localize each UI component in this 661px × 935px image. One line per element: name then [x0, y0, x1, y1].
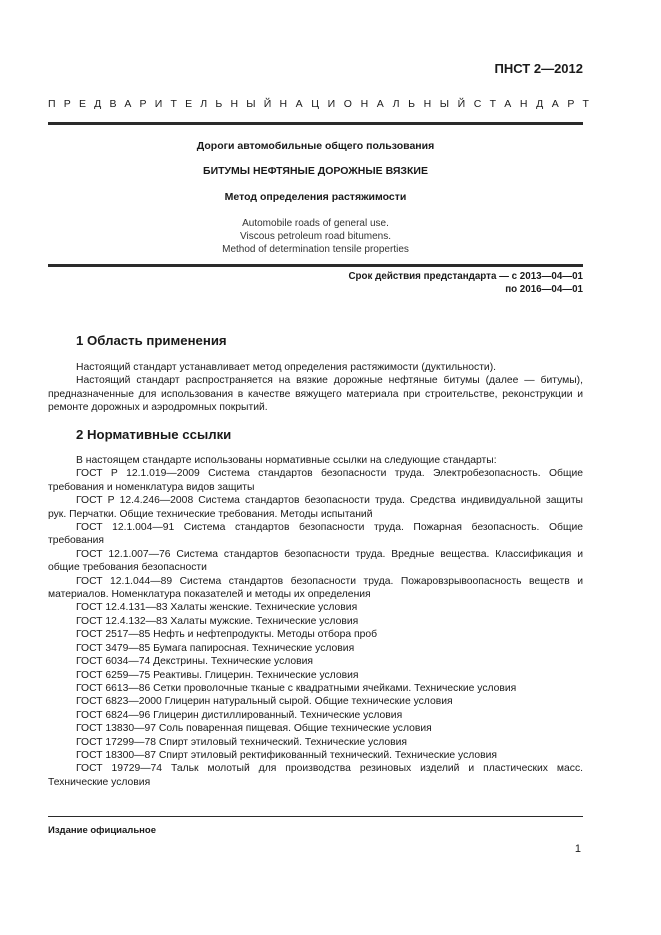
page-number: 1: [574, 843, 581, 855]
reference-item: ГОСТ 6259—75 Реактивы. Глицерин. Технические условия: [76, 669, 359, 681]
section-1-heading: 1 Область применения: [76, 333, 227, 348]
section-2-body: [48, 454, 583, 789]
reference-item: ГОСТ 2517—85 Нефть и нефтепродукты. Методы отбора проб: [76, 629, 378, 641]
standard-type-word-3: СТАНДАРТ: [473, 98, 598, 110]
header-rule: [48, 122, 583, 125]
validity-line-2: по 2016—04—01: [505, 284, 583, 295]
reference-item: ГОСТ 6034—74 Декстрины. Технические условия: [76, 656, 314, 668]
validity-line-1: Срок действия предстандарта — с 2013—04—01: [348, 271, 583, 282]
document-code: ПНСТ 2—2012: [494, 61, 583, 76]
reference-item: ГОСТ 12.1.044—89 Система стандартов безопасности труда. Пожаровзрывоопасность веществ и материалов. Номенклатура показателей и методы их определения: [48, 575, 583, 601]
reference-item: ГОСТ 13830—97 Соль поваренная пищевая. Общие технические условия: [76, 723, 432, 735]
section-2-heading: 2 Нормативные ссылки: [76, 427, 232, 442]
section-2-intro: В настоящем стандарте использованы нормативные ссылки на следующие стандарты:: [76, 455, 497, 466]
title-method: Метод определения растяжимости: [224, 191, 407, 203]
reference-item: ГОСТ Р 12.4.246—2008 Система стандартов безопасности труда. Средства индивидуальной защиты рук. Перчатки. Общие технические требования. Методы испытаний: [48, 495, 583, 520]
standard-type-word-1: ПРЕДВАРИТЕЛЬНЫЙ: [48, 98, 280, 110]
reference-item: ГОСТ 12.1.007—76 Система стандартов безопасности труда. Вредные вещества. Классификация и общие требования безопасности: [48, 548, 583, 574]
reference-item: ГОСТ 6823—2000 Глицерин натуральный сырой. Общие технические условия: [76, 696, 453, 708]
edition-label: Издание официальное: [48, 825, 156, 836]
reference-item: ГОСТ 6824—96 Глицерин дистиллированный. Технические условия: [76, 709, 403, 721]
title-general: Дороги автомобильные общего пользования: [196, 140, 435, 152]
reference-item: ГОСТ 12.4.132—83 Халаты мужские. Технические условия: [76, 615, 359, 627]
section-1-paragraph: Настоящий стандарт устанавливает метод определения растяжимости (дуктильности).: [76, 362, 497, 373]
standard-type-heading: [48, 98, 598, 110]
reference-item: ГОСТ 6613—86 Сетки проволочные тканые с квадратными ячейками. Технические условия: [76, 682, 517, 694]
reference-item: ГОСТ 12.1.004—91 Система стандартов безопасности труда. Пожарная безопасность. Общие требования: [48, 522, 583, 547]
english-title-line-3: Method of determination tensile properties: [222, 244, 409, 255]
standard-type-word-2: НАЦИОНАЛЬНЫЙ: [279, 98, 474, 110]
reference-item: ГОСТ Р 12.1.019—2009 Система стандартов безопасности труда. Электробезопасность. Общие требования и номенклатура видов защиты: [48, 468, 583, 493]
section-1-paragraph: Настоящий стандарт распространяется на вязкие дорожные нефтяные битумы (далее — битумы), предназначенные для использования в качестве вяжущего материала при строительстве, реконструкции и ремонте дорожных и аэродромных покрытий.: [48, 375, 583, 414]
reference-item: ГОСТ 3479—85 Бумага папиросная. Технические условия: [76, 642, 355, 654]
reference-item: ГОСТ 17299—78 Спирт этиловый технический. Технические условия: [76, 736, 408, 748]
english-title-line-2: Viscous petroleum road bitumens.: [239, 231, 391, 242]
english-title-block: [48, 217, 583, 256]
section-1-body: [48, 361, 583, 415]
reference-item: ГОСТ 18300—87 Спирт этиловый ректификованный технический. Технические условия: [76, 749, 498, 761]
footer-rule: [48, 816, 583, 817]
title-rule: [48, 264, 583, 267]
english-title-line-1: Automobile roads of general use.: [242, 218, 389, 229]
reference-item: ГОСТ 19729—74 Тальк молотый для производства резиновых изделий и пластических масс. Технические условия: [48, 763, 583, 788]
reference-item: ГОСТ 12.4.131—83 Халаты женские. Технические условия: [76, 602, 358, 614]
title-main: БИТУМЫ НЕФТЯНЫЕ ДОРОЖНЫЕ ВЯЗКИЕ: [203, 165, 428, 177]
validity-period: [348, 270, 583, 296]
